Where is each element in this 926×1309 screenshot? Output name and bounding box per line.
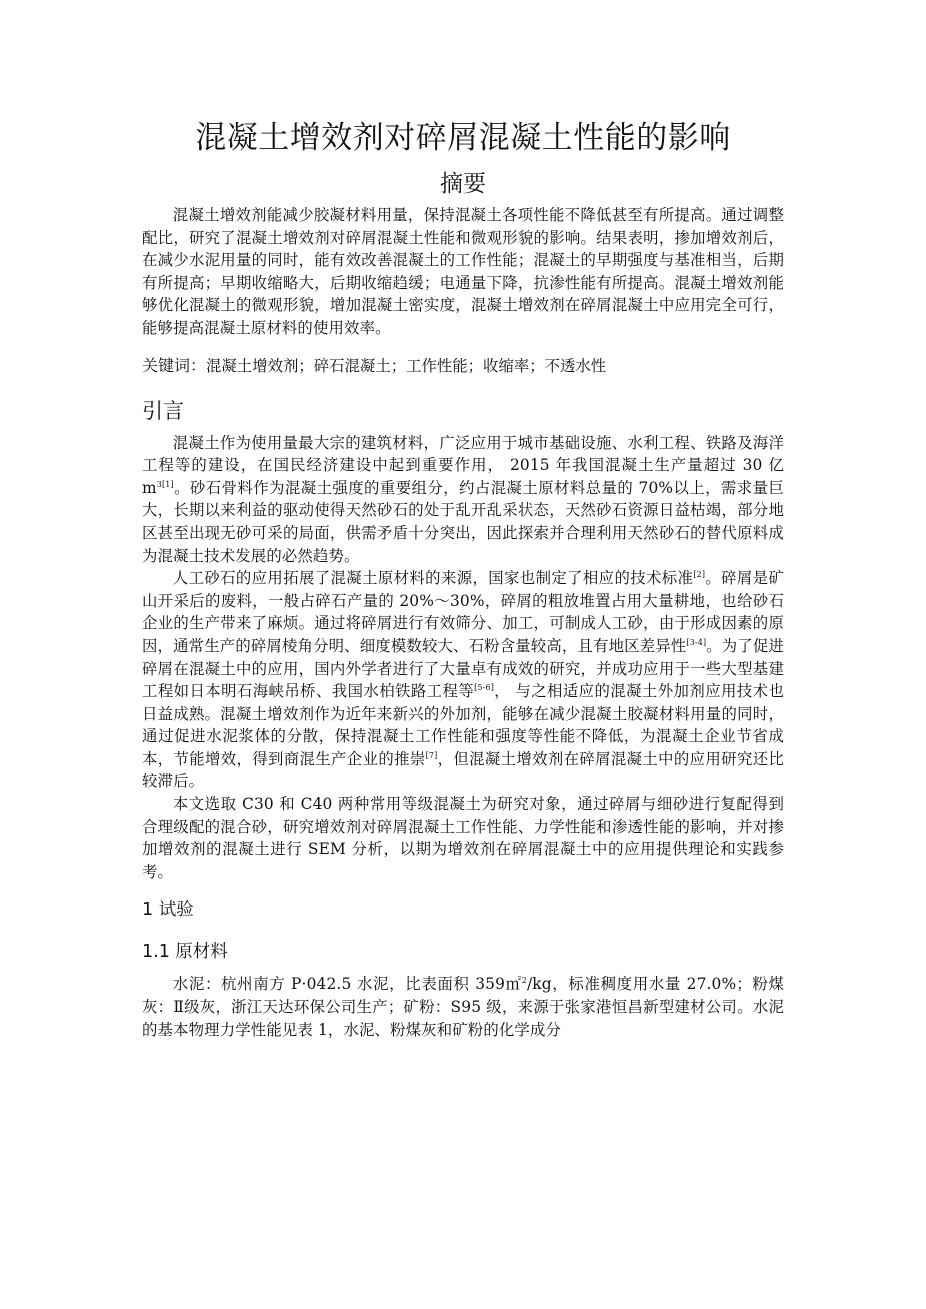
materials-paragraph — [142, 973, 784, 1041]
citation-5-6: [5-6] — [474, 682, 494, 692]
intro-paragraph-3: 本文选取 C30 和 C40 两种常用等级混凝土为研究对象，通过碎屑与细砂进行复配得到合理级配的混合砂，研究增效剂对碎屑混凝土工作性能、力学性能和渗透性能的影响，并对掺加增效剂的混凝土进行 SEM 分析，以期为增效剂在碎屑混凝土中的应用提供理论和实践参考。 — [142, 795, 784, 881]
area-unit-superscript: 2 — [521, 976, 527, 986]
unit-superscript: 3 — [156, 479, 162, 489]
materials-text-b: /kg，标准稠度用水量 27.0%；粉煤灰：Ⅱ级灰，浙江天达环保公司生产；矿粉：S95 级，来源于张家港恒昌新型建材公司。水泥的基本物理力学性能见表 1，水泥、粉煤灰和矿粉的化学成分 — [142, 975, 784, 1039]
citation-7: [7] — [425, 750, 438, 760]
intro-p2-text-b: 。碎屑是矿山开采后的废料，一般占碎石产量的 20%～30%，碎屑的粗放堆置占用大量耕地，也给砂石企业的生产带来了麻烦。通过将碎屑进行有效筛分、加工，可制成人工砂，由于形成因素的原因，通常生产的碎屑棱角分明、细度模数较大、石粉含量较高，且有地区差异性 — [142, 569, 784, 655]
abstract-heading: 摘要 — [440, 171, 486, 197]
keywords-label: 关键词： — [142, 355, 207, 375]
citation-2: [2] — [693, 570, 706, 579]
citation-1: [1] — [162, 479, 174, 489]
intro-p1-text-b: 。砂石骨料作为混凝土强度的重要组分，约占混凝土原材料总量的 70%以上，需求量巨大，长期以来利益的驱动使得天然砂石的处于乱开乱采状态，天然砂石资源日益枯竭，部分地区甚至出现无砂可采的局面，供需矛盾十分突出，因此探索并合理利用天然砂石的替代原料成为混凝土技术发展的必然趋势。 — [142, 478, 784, 565]
intro-p2-text-d: ， 与之相适应的混凝土外加剂应用技术也日益成熟。混凝土增效剂作为近年来新兴的外加剂，能够在减少混凝土胶凝材料用量的同时，通过促进水泥浆体的分散，保持混凝土工作性能和强度等性能不降低，为混凝土企业节省成本，节能增效，得到商混生产企业的推崇 — [142, 682, 784, 768]
section-1-1-heading: 1.1 原材料 — [142, 942, 228, 963]
materials-text-a: 水泥：杭州南方 P·042.5 水泥，比表面积 359㎡ — [172, 975, 522, 994]
intro-p2-text-c: 。为了促进碎屑在混凝土中的应用，国内外学者进行了大量卓有成效的研究，并成功应用于一些大型基建工程如日本明石海峡吊桥、我国水柏铁路工程等 — [142, 636, 784, 701]
keywords-text: 混凝土增效剂；碎石混凝土；工作性能；收缩率；不透水性 — [206, 356, 607, 375]
citation-3-4: [3-4] — [686, 637, 707, 647]
intro-heading: 引言 — [142, 398, 184, 423]
keywords-line — [142, 354, 784, 378]
paper-title: 混凝土增效剂对碎屑混凝土性能的影响 — [195, 120, 731, 156]
intro-paragraph-1 — [142, 432, 784, 568]
abstract-text: 混凝土增效剂能减少胶凝材料用量，保持混凝土各项性能不降低甚至有所提高。通过调整配比，研究了混凝土增效剂对碎屑混凝土性能和微观形貌的影响。结果表明，掺加增效剂后，在减少水泥用量的同时，能有效改善混凝土的工作性能；混凝土的早期强度与基准相当，后期有所提高；早期收缩略大，后期收缩趋缓；电通量下降，抗渗性能有所提高。混凝土增效剂能够优化混凝土的微观形貌，增加混凝土密实度，混凝土增效剂在碎屑混凝土中应用完全可行，能够提高混凝土原材料的使用效率。 — [142, 206, 784, 337]
intro-p1-text-a: 混凝土作为使用量最大宗的建筑材料，广泛应用于城市基础设施、水利工程、铁路及海洋工程等的建设，在国民经济建设中起到重要作用， 2015 年我国混凝土生产量超过 30 亿 m — [142, 433, 784, 497]
section-1-heading: 1 试验 — [142, 900, 194, 921]
intro-paragraph-2 — [142, 567, 784, 793]
intro-p2-text-a: 人工砂石的应用拓展了混凝土原材料的来源，国家也制定了相应的技术标准 — [172, 569, 694, 588]
intro-p2-text-e: ，但混凝土增效剂在碎屑混凝土中的应用研究还比较滞后。 — [142, 749, 784, 791]
